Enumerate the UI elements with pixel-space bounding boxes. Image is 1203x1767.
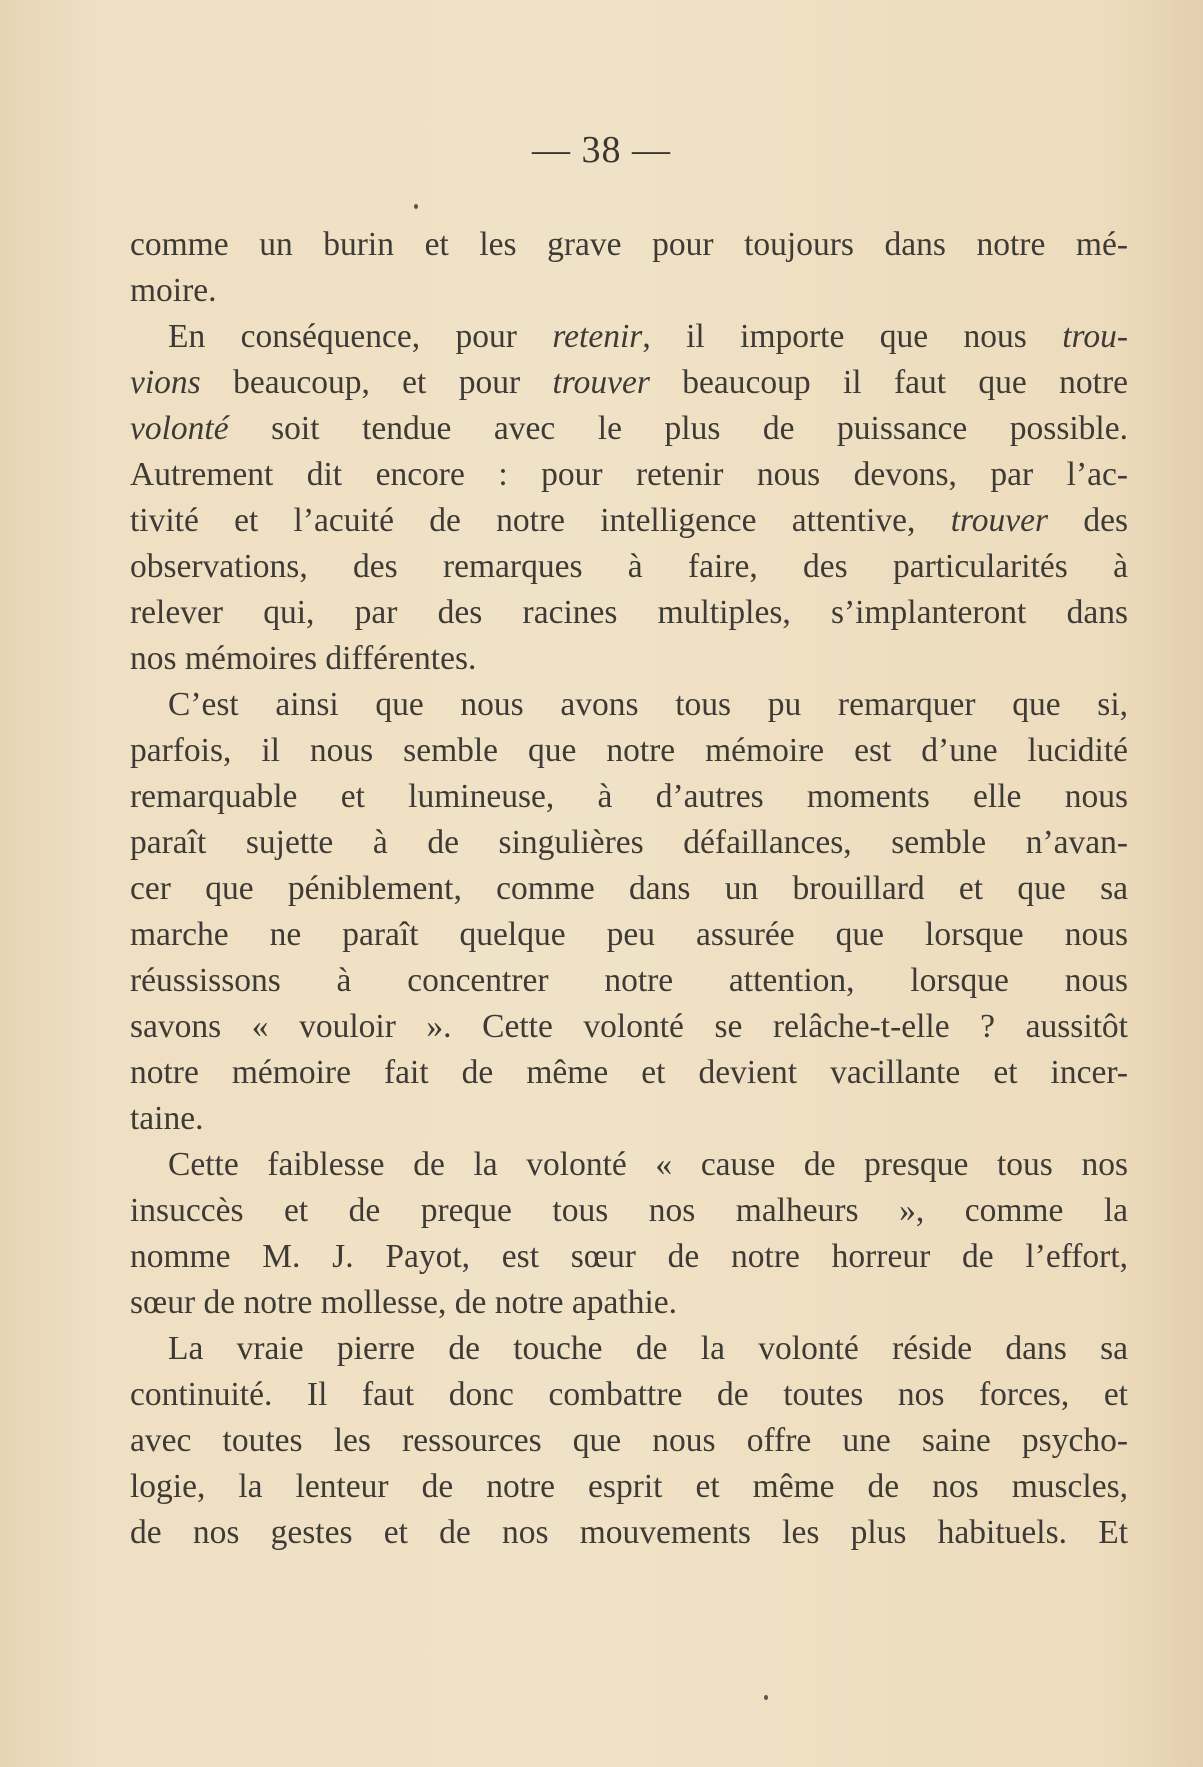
body-text <box>130 222 1128 1556</box>
text-line: insuccès et de preque tous nos malheurs », comme la <box>130 1192 1128 1229</box>
paragraph <box>130 1142 1128 1326</box>
text-line: cer que péniblement, comme dans un brouillard et que sa <box>130 870 1128 907</box>
text-line: avec toutes les ressources que nous offre une saine psycho- <box>130 1422 1128 1459</box>
text-line: savons « vouloir ». Cette volonté se relâche-t-elle ? aussitôt <box>130 1008 1128 1045</box>
italic-word: trouver <box>552 364 650 401</box>
text-line: volonté soit tendue avec le plus de puissance possible. <box>130 410 1128 447</box>
text-line: de nos gestes et de nos mouvements les plus habituels. Et <box>130 1514 1128 1551</box>
text-line: parfois, il nous semble que notre mémoire est d’une lucidité <box>130 732 1128 769</box>
text-line: logie, la lenteur de notre esprit et même de nos muscles, <box>130 1468 1128 1505</box>
text-line: nomme M. J. Payot, est sœur de notre horreur de l’effort, <box>130 1238 1128 1275</box>
italic-word: trouver <box>950 502 1049 539</box>
paragraph <box>130 314 1128 682</box>
text-line: continuité. Il faut donc combattre de toutes nos forces, et <box>130 1376 1128 1413</box>
paragraph <box>130 222 1128 314</box>
italic-word: retenir <box>552 318 643 355</box>
italic-word: volonté <box>130 410 229 447</box>
text-line: tivité et l’acuité de notre intelligence attentive, trouver des <box>130 502 1129 539</box>
text-line: relever qui, par des racines multiples, s’implanteront dans <box>130 594 1128 631</box>
italic-word: trou- <box>1062 318 1128 355</box>
italic-word: vions <box>130 364 201 401</box>
text-line: réussissons à concentrer notre attention, lorsque nous <box>130 962 1128 999</box>
text-line: remarquable et lumineuse, à d’autres moments elle nous <box>130 778 1128 815</box>
text-line: C’est ainsi que nous avons tous pu remarquer que si, <box>168 686 1128 723</box>
text-line: Cette faiblesse de la volonté « cause de presque tous nos <box>168 1146 1128 1183</box>
paragraph <box>130 1326 1128 1556</box>
text-line: paraît sujette à de singulières défaillances, semble n’avan- <box>130 824 1128 861</box>
page-number: — 38 — <box>532 129 671 171</box>
text-line: marche ne paraît quelque peu assurée que lorsque nous <box>130 916 1128 953</box>
text-line: En conséquence, pour retenir, il importe que nous trou- <box>168 318 1128 355</box>
text-line: vions beaucoup, et pour trouver beaucoup il faut que notre <box>130 364 1128 401</box>
ink-speck <box>414 204 418 209</box>
text-line: moire. <box>130 272 217 309</box>
paragraph <box>130 682 1128 1142</box>
text-line: nos mémoires différentes. <box>130 640 477 677</box>
text-line: sœur de notre mollesse, de notre apathie. <box>130 1284 677 1321</box>
text-line: Autrement dit encore : pour retenir nous devons, par l’ac- <box>130 456 1128 493</box>
text-line: comme un burin et les grave pour toujours dans notre mé- <box>130 226 1128 263</box>
text-line: notre mémoire fait de même et devient vacillante et incer- <box>130 1054 1128 1091</box>
ink-speck <box>764 1695 768 1700</box>
text-line: observations, des remarques à faire, des particularités à <box>130 548 1128 585</box>
text-line: taine. <box>130 1100 204 1137</box>
text-line: La vraie pierre de touche de la volonté réside dans sa <box>168 1330 1128 1367</box>
